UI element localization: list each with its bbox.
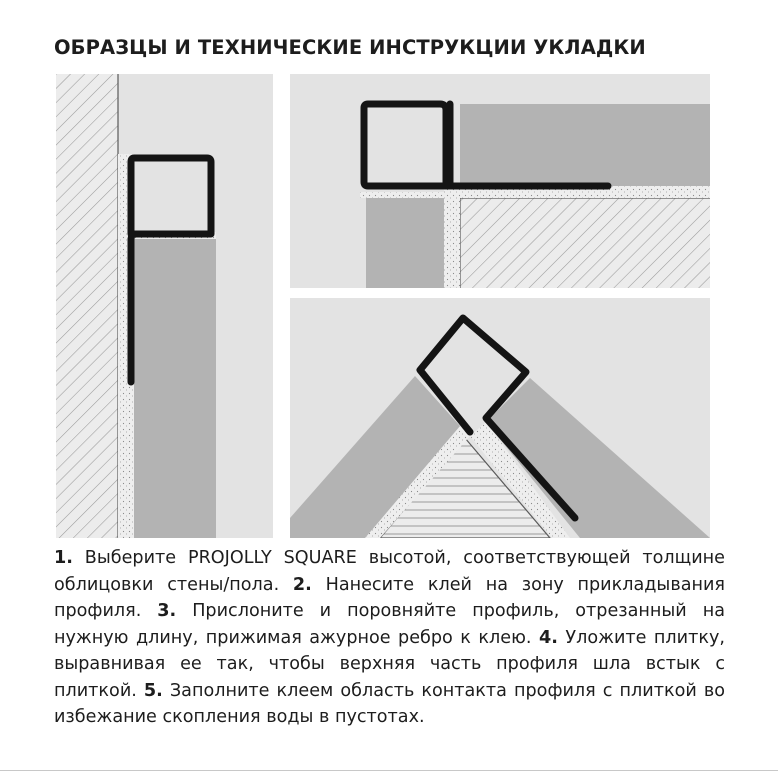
step-5-text: Заполните клеем область контакта профиля с плиткой во избежание скопления воды в пустотах. bbox=[54, 680, 725, 727]
step-3-number: 3. bbox=[157, 601, 177, 621]
step-1-number: 1. bbox=[54, 548, 73, 568]
page-title: ОБРАЗЦЫ И ТЕХНИЧЕСКИЕ ИНСТРУКЦИИ УКЛАДКИ bbox=[54, 36, 646, 59]
step-4-text: Уложите плитку, выравнивая ее так, чтобы верхняя часть профиля шла встык с плиткой. bbox=[54, 627, 725, 701]
step-1-text: Выберите PROJOLLY SQUARE высотой, соответствующей толщине облицовки стены/пола. bbox=[54, 548, 725, 595]
wall-substrate bbox=[56, 74, 118, 538]
diagram-wall-installation bbox=[56, 74, 273, 538]
tile-vertical bbox=[366, 198, 444, 288]
step-5-number: 5. bbox=[143, 680, 163, 701]
diagram-corner-installation bbox=[290, 74, 710, 288]
step-2-number: 2. bbox=[292, 574, 312, 595]
step-4-number: 4. bbox=[538, 627, 558, 648]
divider bbox=[0, 770, 778, 771]
tile-horizontal bbox=[460, 104, 710, 186]
floor-substrate bbox=[460, 198, 710, 288]
installation-instructions bbox=[54, 545, 725, 731]
diagram-diagonal-installation bbox=[290, 298, 710, 538]
tile bbox=[134, 239, 216, 538]
step-3-text: Прислоните и поровняйте профиль, отрезанный на нужную длину, прижимая ажурное ребро к клею. bbox=[54, 601, 725, 648]
step-2-text: Нанесите клей на зону прикладывания профиля. bbox=[54, 574, 725, 621]
